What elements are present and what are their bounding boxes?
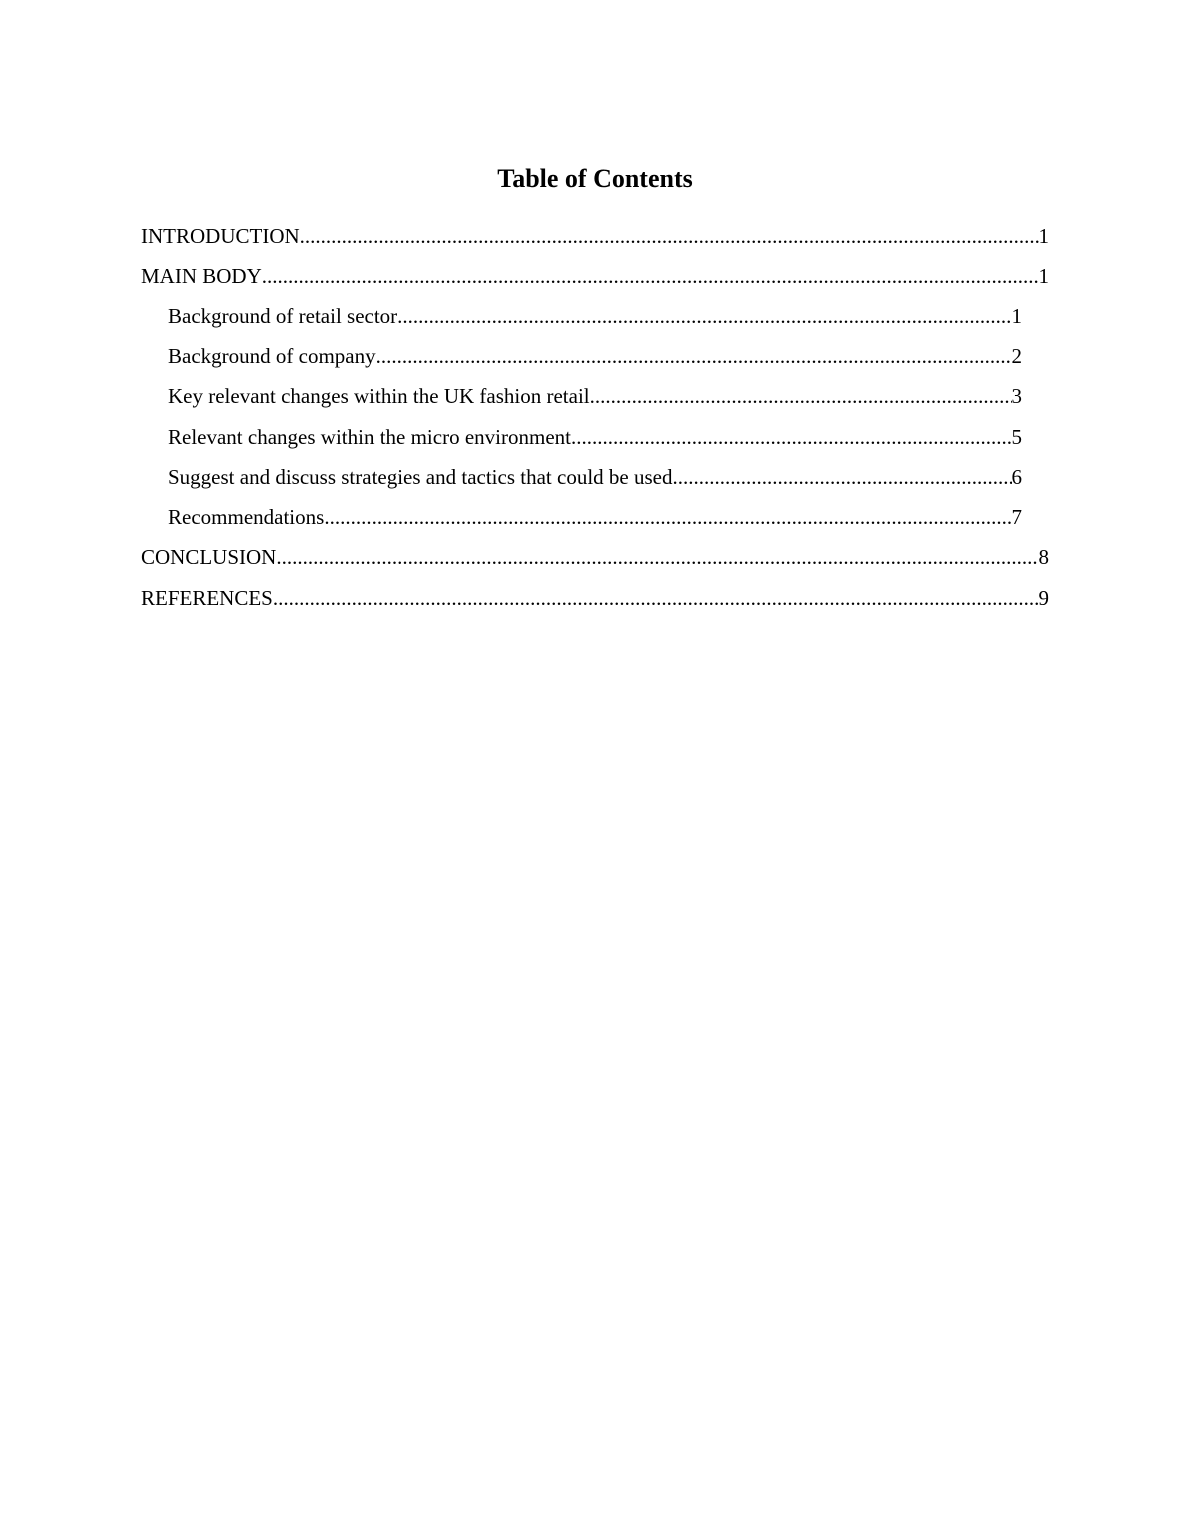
toc-entry-label: CONCLUSION <box>141 545 277 569</box>
toc-entry-key-relevant-changes[interactable] <box>168 380 1022 412</box>
toc-entry-conclusion[interactable] <box>141 541 1049 573</box>
toc-entry-references[interactable] <box>141 582 1049 614</box>
toc-entry-label: MAIN BODY <box>141 264 262 288</box>
toc-dot-leader <box>672 461 1011 493</box>
toc-entry-page-number: 5 <box>1011 425 1022 449</box>
toc-entry-page-number: 6 <box>1011 465 1022 489</box>
toc-dot-leader <box>300 220 1039 252</box>
toc-entry-background-retail-sector[interactable] <box>168 300 1022 332</box>
toc-entry-page-number: 1 <box>1038 224 1049 248</box>
toc-dot-leader <box>590 380 1012 412</box>
toc-entry-page-number: 2 <box>1011 344 1022 368</box>
toc-entry-introduction[interactable] <box>141 220 1049 252</box>
toc-dot-leader <box>376 340 1012 372</box>
toc-title: Table of Contents <box>497 164 693 193</box>
toc-entry-label: INTRODUCTION <box>141 224 300 248</box>
toc-entry-label: Recommendations <box>168 505 325 529</box>
toc-dot-leader <box>276 541 1038 573</box>
toc-dot-leader <box>324 501 1011 533</box>
toc-dot-leader <box>262 260 1039 292</box>
toc-entry-main-body[interactable] <box>141 260 1049 292</box>
toc-entry-page-number: 8 <box>1038 545 1049 569</box>
toc-entry-label: Background of company <box>168 344 376 368</box>
toc-entry-background-company[interactable] <box>168 340 1022 372</box>
toc-entry-page-number: 1 <box>1038 264 1049 288</box>
toc-entry-page-number: 1 <box>1011 304 1022 328</box>
toc-dot-leader <box>397 300 1011 332</box>
toc-entry-label: Background of retail sector <box>168 304 398 328</box>
toc-entry-label: Relevant changes within the micro environment <box>168 425 571 449</box>
toc-entry-label: Suggest and discuss strategies and tactics that could be used <box>168 465 673 489</box>
toc-entry-recommendations[interactable] <box>168 501 1022 533</box>
toc-entry-label: Key relevant changes within the UK fashion retail <box>168 384 590 408</box>
toc-dot-leader <box>571 421 1012 453</box>
toc-entry-page-number: 7 <box>1011 505 1022 529</box>
toc-entry-strategies-tactics[interactable] <box>168 461 1022 493</box>
toc-entry-micro-environment[interactable] <box>168 421 1022 453</box>
toc-entry-page-number: 9 <box>1038 586 1049 610</box>
toc-dot-leader <box>273 582 1039 614</box>
toc-entry-label: REFERENCES <box>141 586 273 610</box>
toc-entry-page-number: 3 <box>1011 384 1022 408</box>
